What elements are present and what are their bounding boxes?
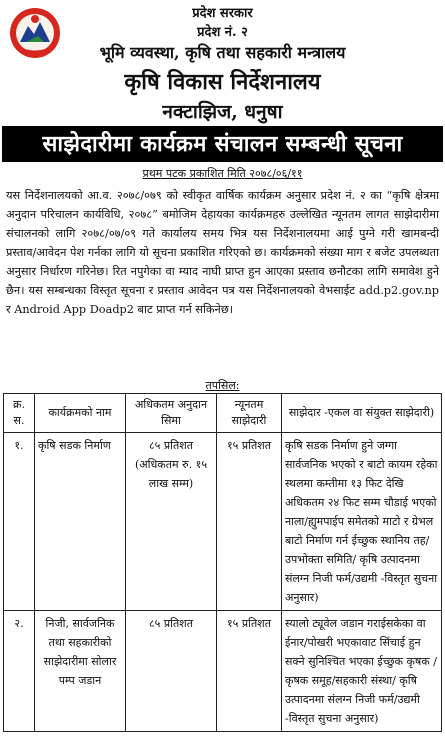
cell-max-grant: ८५ प्रतिशत (126, 611, 217, 732)
cell-min-share: १५ प्रतिशत (217, 611, 282, 732)
cell-sn: २. (4, 611, 35, 732)
notice-body: यस निर्देशनालयको आ.व. २०७८/०७९ को स्वीकृत वार्षिक कार्यक्रम अनुसार प्रदेश नं. २ का “कृषि क्षेत्रमा अनुदान परिचालन कार्यविधि, २०७८” बमोजिम देहायका कार्यक्रमहरु उल्लेखित न्यूनतम लागत साझेदारीमा संचालनको लागि २०७८/०७/०९ गते कार्यालय समय भित्र यस निर्देशनालयमा आई पुग्ने गरी खामबन्दी प्रस्ताव/आवेदन पेश गर्नका लागि यो सूचना प्रकाशित गरिएको छ। कार्यक्रमको संख्या माग र बजेट उपलब्धता अनुसार निर्धारण गरिनेछ। रित नपुगेका वा म्याद नाघी प्राप्त हुन आएका प्रस्ताव छनौटका लागि समावेश हुने छैन। यस सम्बन्धका विस्तृत सूचना र प्रस्ताव आवेदन पत्र यस निर्देशनालयको वेभसाईट add.p2.gov.np र Android App Doadp2 बाट प्राप्त गर्न सकिनेछ। (6, 189, 439, 316)
col-header-max-grant: अधिकतम अनुदान सिमा (126, 394, 217, 433)
col-header-partner: साझेदार -एकल वा संयुक्त साझेदारी) (282, 394, 442, 433)
header-line-province: प्रदेश नं. २ (197, 25, 248, 40)
publication-date-text: प्रथम पटक प्रकाशित मिति २०७८/०६/११ (142, 167, 303, 180)
schedule-heading (0, 378, 445, 393)
cell-partner: कृषि सडक निर्माण हुने जग्गा सार्वजनिक भएको र बाटो कायम रहेका स्थलमा कम्तीमा १३ फिट देखि अधिकतम २४ फिट सम्म चौडाई भएको नाला/ह्युमपाईप समेतको माटो र ग्रेभल बाटो निर्माण गर्न ईच्छुक स्थानिय तह/उपभोक्ता समिति/ कृषि उत्पादनमा संलग्न निजी फर्म/उद्यमी -विस्तृत सुचना अनुसार) (282, 433, 442, 611)
header-location: नक्टाझिज, धनुषा (162, 101, 283, 123)
cell-program: निजी, सार्वजनिक तथा सहकारीको साझेदारीमा सोलार पम्प जडान (35, 611, 126, 732)
col-header-min-share: न्यूनतम साझेदारी (217, 394, 282, 433)
table-row (4, 611, 442, 732)
header-ministry: भूमि व्यवस्था, कृषि तथा सहकारी मन्त्रालय (99, 43, 346, 62)
header-line-government: प्रदेश सरकार (192, 6, 253, 21)
cell-max-grant: ८५ प्रतिशत (अधिकतम रु. १५ लाख सम्म) (126, 433, 217, 611)
table-row (4, 433, 442, 611)
cell-program: कृषि सडक निर्माण (35, 433, 126, 611)
col-header-sn: क्र. स. (4, 394, 35, 433)
cell-sn: १. (4, 433, 35, 611)
col-header-program: कार्यक्रमको नाम (35, 394, 126, 433)
schedule-table (3, 393, 442, 732)
header-directorate: कृषि विकास निर्देशनालय (124, 69, 321, 95)
cell-min-share: १५ प्रतिशत (217, 433, 282, 611)
table-header-row (4, 394, 442, 433)
cell-partner: स्यालो ट्यूवेल जडान गराईसकेका वा ईनार/पोखरी भएकावाट सिंचाई हुन सक्ने सुनिश्चित भएका ईच्छुक कृषक /कृषक समूह/सहकारी संस्था/ कृषि उत्पादनमा संलग्न निजी फर्म/उद्यमी -विस्तृत सुचना अनुसार) (282, 611, 442, 732)
notice-title-banner: साझेदारीमा कार्यक्रम संचालन सम्बन्धी सूचना (2, 126, 443, 162)
publication-date (0, 166, 445, 181)
schedule-heading-text: तपसिल: (205, 379, 240, 392)
